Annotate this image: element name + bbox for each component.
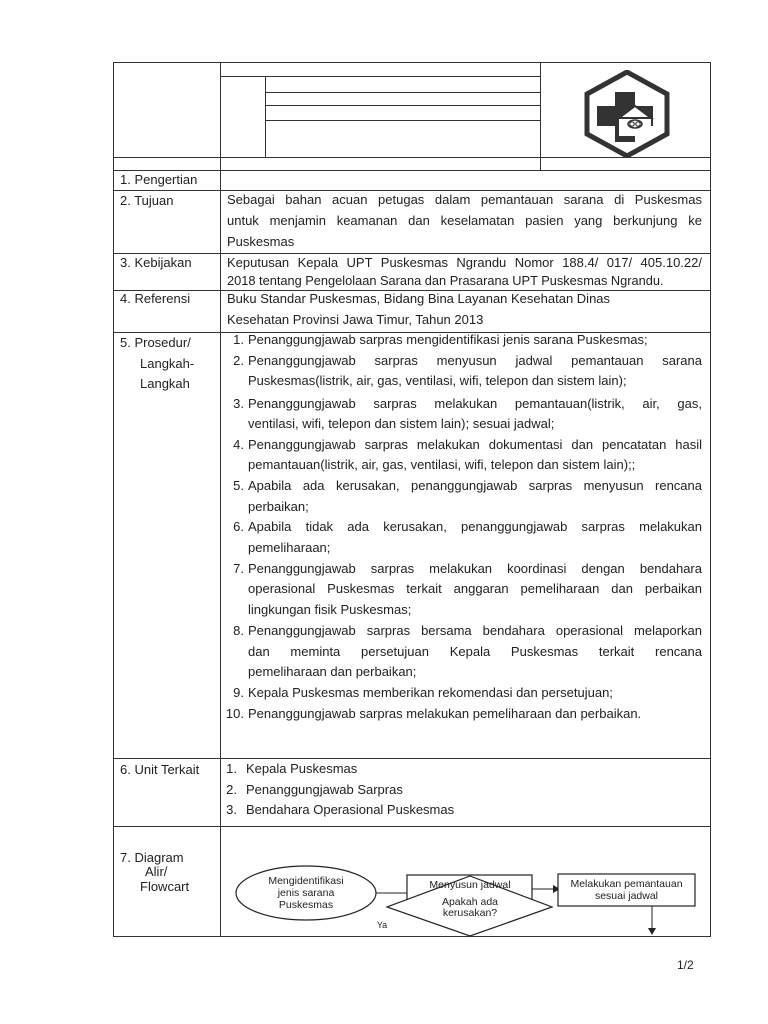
step-number: 8. (233, 623, 244, 638)
label-prosedur-2: Langkah- (140, 355, 195, 371)
label-kebijakan: 3. Kebijakan (120, 255, 192, 270)
flow-yes-label: Ya (376, 920, 388, 930)
flow-start-line: Mengidentifikasi (268, 875, 344, 887)
step-number: 2. (233, 352, 244, 368)
referensi-line: Buku Standar Puskesmas, Bidang Bina Layanan Kesehatan Dinas (227, 291, 611, 306)
step-line: Penanggungjawab sarpras melakukan dokumentasi dan pencatatan hasil (248, 436, 702, 452)
step-line: Penanggungjawab sarpras menyusun jadwal pemantauan sarana (248, 352, 702, 368)
label-prosedur-3: Langkah (140, 376, 190, 391)
tujuan-line: Sebagai bahan acuan petugas dalam pemantauan sarana di Puskesmas (227, 192, 702, 207)
label-pengertian: 1. Pengertian (120, 172, 198, 187)
step-number: 5. (233, 478, 244, 493)
page-number: 1/2 (677, 958, 694, 972)
step-line: pemeliharaan; (248, 539, 331, 555)
step-line: Penanggungjawab sarpras mengidentifikasi jenis sarana Puskesmas; (248, 332, 648, 347)
step-line: perbaikan; (248, 498, 309, 514)
step-line: Apabila tidak ada kerusakan, penanggungjawab sarpras melakukan (248, 519, 702, 534)
step-line: Penanggungjawab sarpras bersama bendahara operasional melaporkan (248, 623, 702, 638)
step-line: pemantauan(listrik, air, gas, ventilasi, wifi, telepon dan sistem lain);; (248, 457, 636, 472)
step-number: 7. (233, 560, 244, 576)
label-diagram-2: Alir/ (145, 864, 168, 879)
flow-start-line: jenis sarana (277, 887, 335, 899)
tujuan-line: untuk menjamin keamanan dan keselamatan pasien yang berkunjung ke (227, 213, 702, 228)
step-line: pemeliharaan dan perbaikan; (248, 664, 417, 679)
step-number: 10. (225, 706, 244, 721)
step-line: lingkungan fisik Puskesmas; (248, 601, 412, 617)
flow-decision-line: kerusakan? (442, 907, 498, 919)
label-diagram-3: Flowcart (140, 879, 190, 894)
step-line: Apabila ada kerusakan, penanggungjawab sarpras menyusun rencana (248, 478, 702, 493)
flow-box-pemantauan-label: Melakukan pemantauan (570, 878, 683, 890)
kebijakan-line: Keputusan Kepala UPT Puskesmas Ngrandu Nomor 188.4/ 017/ 405.10.22/ (227, 255, 702, 270)
step-line: operasional Puskesmas terkait anggaran pemeliharaan dan perbaikan (248, 581, 702, 596)
flow-start-line: Puskesmas (278, 899, 334, 911)
puskesmas-logo (583, 70, 671, 158)
step-number: 4. (233, 436, 244, 452)
flow-box-pemantauan-label: sesuai jadwal (594, 890, 659, 902)
step-line: ventilasi, wifi, telepon dan sistem lain); sesuai jadwal; (248, 416, 555, 431)
step-number: 6. (233, 519, 244, 534)
step-number: 1. (233, 332, 244, 347)
unit-number: 3. (226, 802, 237, 817)
step-line: Kepala Puskesmas memberikan rekomendasi dan persetujuan; (248, 685, 613, 700)
step-line: Puskesmas(listrik, air, gas, ventilasi, wifi, telepon dan sistem lain); (248, 373, 627, 388)
step-number: 3. (233, 395, 244, 411)
unit-item: Bendahara Operasional Puskesmas (246, 802, 455, 817)
step-line: Penanggungjawab sarpras melakukan pemeliharaan dan perbaikan. (248, 706, 642, 721)
step-line: dan meminta persetujuan Kepala Puskesmas terkait rencana (248, 643, 702, 659)
kebijakan-line: 2018 tentang Pengelolaan Sarana dan Prasarana UPT Puskesmas Ngrandu. (227, 273, 664, 288)
unit-number: 2. (226, 781, 237, 797)
referensi-line: Kesehatan Provinsi Jawa Timur, Tahun 2013 (227, 312, 484, 327)
flow-decision-line: Apakah ada (420, 897, 520, 908)
label-unit-terkait: 6. Unit Terkait (120, 762, 200, 777)
label-tujuan: 2. Tujuan (120, 193, 174, 208)
tujuan-line: Puskesmas (227, 234, 295, 249)
flow-box-jadwal-label: Menyusun jadwal (429, 879, 511, 891)
unit-item: Kepala Puskesmas (246, 761, 358, 776)
step-number: 9. (233, 685, 244, 700)
unit-number: 1. (226, 761, 237, 776)
label-diagram: 7. Diagram (120, 850, 184, 865)
step-line: Penanggungjawab sarpras melakukan pemantauan(listrik, air, gas, (248, 395, 702, 411)
label-referensi: 4. Referensi (120, 291, 191, 306)
unit-item: Penanggungjawab Sarpras (246, 781, 403, 797)
step-line: Penanggungjawab sarpras melakukan koordinasi dengan bendahara (248, 560, 702, 576)
label-prosedur: 5. Prosedur/ (120, 335, 191, 350)
